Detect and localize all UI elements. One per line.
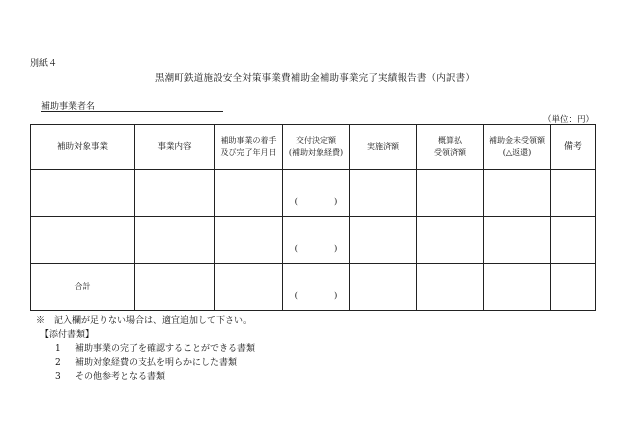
attachment-number: 3 bbox=[55, 372, 61, 382]
header-cell: 補助対象事業 bbox=[31, 125, 135, 170]
table-cell[interactable] bbox=[215, 217, 283, 264]
attachment-item bbox=[55, 369, 165, 382]
table-cell[interactable] bbox=[135, 170, 215, 217]
grant-decision-cell[interactable] bbox=[283, 170, 350, 217]
table-cell[interactable] bbox=[350, 217, 417, 264]
attachment-text: 補助事業の完了を確認することができる書類 bbox=[75, 344, 256, 354]
table-cell[interactable] bbox=[484, 170, 551, 217]
table-cell[interactable] bbox=[215, 170, 283, 217]
table-row bbox=[31, 170, 596, 217]
table-cell[interactable] bbox=[551, 217, 596, 264]
table-cell[interactable] bbox=[135, 217, 215, 264]
paren-close: ) bbox=[334, 291, 338, 301]
table-cell[interactable] bbox=[417, 217, 484, 264]
paren-close: ) bbox=[334, 244, 338, 254]
table-cell[interactable] bbox=[350, 170, 417, 217]
paren-open: ( bbox=[294, 197, 298, 207]
note-text: ※ 記入欄が足りない場合は、適宜追加して下さい。 bbox=[36, 316, 253, 326]
table-cell[interactable] bbox=[417, 264, 484, 311]
attachment-text: 補助対象経費の支払を明らかにした書類 bbox=[75, 358, 238, 368]
row-label-cell[interactable] bbox=[31, 217, 135, 264]
header-cell: 実施済額 bbox=[350, 125, 417, 170]
table-cell[interactable] bbox=[551, 264, 596, 311]
header-cell: 事業内容 bbox=[135, 125, 215, 170]
breakdown-table bbox=[30, 124, 596, 311]
row-label-cell: 合計 bbox=[31, 264, 135, 311]
form-id: 別紙４ bbox=[30, 59, 58, 69]
header-cell: 補助事業の着手 及び完了年月日 bbox=[215, 125, 283, 170]
attachments-title: 【添付書類】 bbox=[40, 330, 95, 340]
applicant-label: 補助事業者名 bbox=[41, 102, 96, 112]
header-cell: 備考 bbox=[551, 125, 596, 170]
attachment-text: その他参考となる書類 bbox=[75, 372, 166, 382]
table-row bbox=[31, 217, 596, 264]
total-row bbox=[31, 264, 596, 311]
grant-decision-cell[interactable] bbox=[283, 264, 350, 311]
table-cell[interactable] bbox=[135, 264, 215, 311]
header-cell: 概算払 受領済額 bbox=[417, 125, 484, 170]
table-cell[interactable] bbox=[551, 170, 596, 217]
paren-open: ( bbox=[294, 244, 298, 254]
table-cell[interactable] bbox=[417, 170, 484, 217]
table-cell[interactable] bbox=[215, 264, 283, 311]
attachment-item bbox=[55, 355, 237, 368]
attachment-item bbox=[55, 341, 255, 354]
paren-open: ( bbox=[294, 291, 298, 301]
attachment-number: 1 bbox=[55, 344, 61, 354]
table-cell[interactable] bbox=[484, 264, 551, 311]
attachment-number: 2 bbox=[55, 358, 61, 368]
document-title: 黒潮町鉄道施設安全対策事業費補助金補助事業完了実績報告書（内訳書） bbox=[154, 73, 476, 84]
header-cell: 補助金未受領額 (△返還) bbox=[484, 125, 551, 170]
applicant-name-line[interactable] bbox=[41, 111, 223, 112]
row-label-cell[interactable] bbox=[31, 170, 135, 217]
table-cell[interactable] bbox=[484, 217, 551, 264]
header-row bbox=[31, 125, 596, 170]
paren-close: ) bbox=[334, 197, 338, 207]
grant-decision-cell[interactable] bbox=[283, 217, 350, 264]
table-cell[interactable] bbox=[350, 264, 417, 311]
header-cell: 交付決定額 (補助対象経費) bbox=[283, 125, 350, 170]
unit-label: （単位：円） bbox=[542, 115, 594, 125]
